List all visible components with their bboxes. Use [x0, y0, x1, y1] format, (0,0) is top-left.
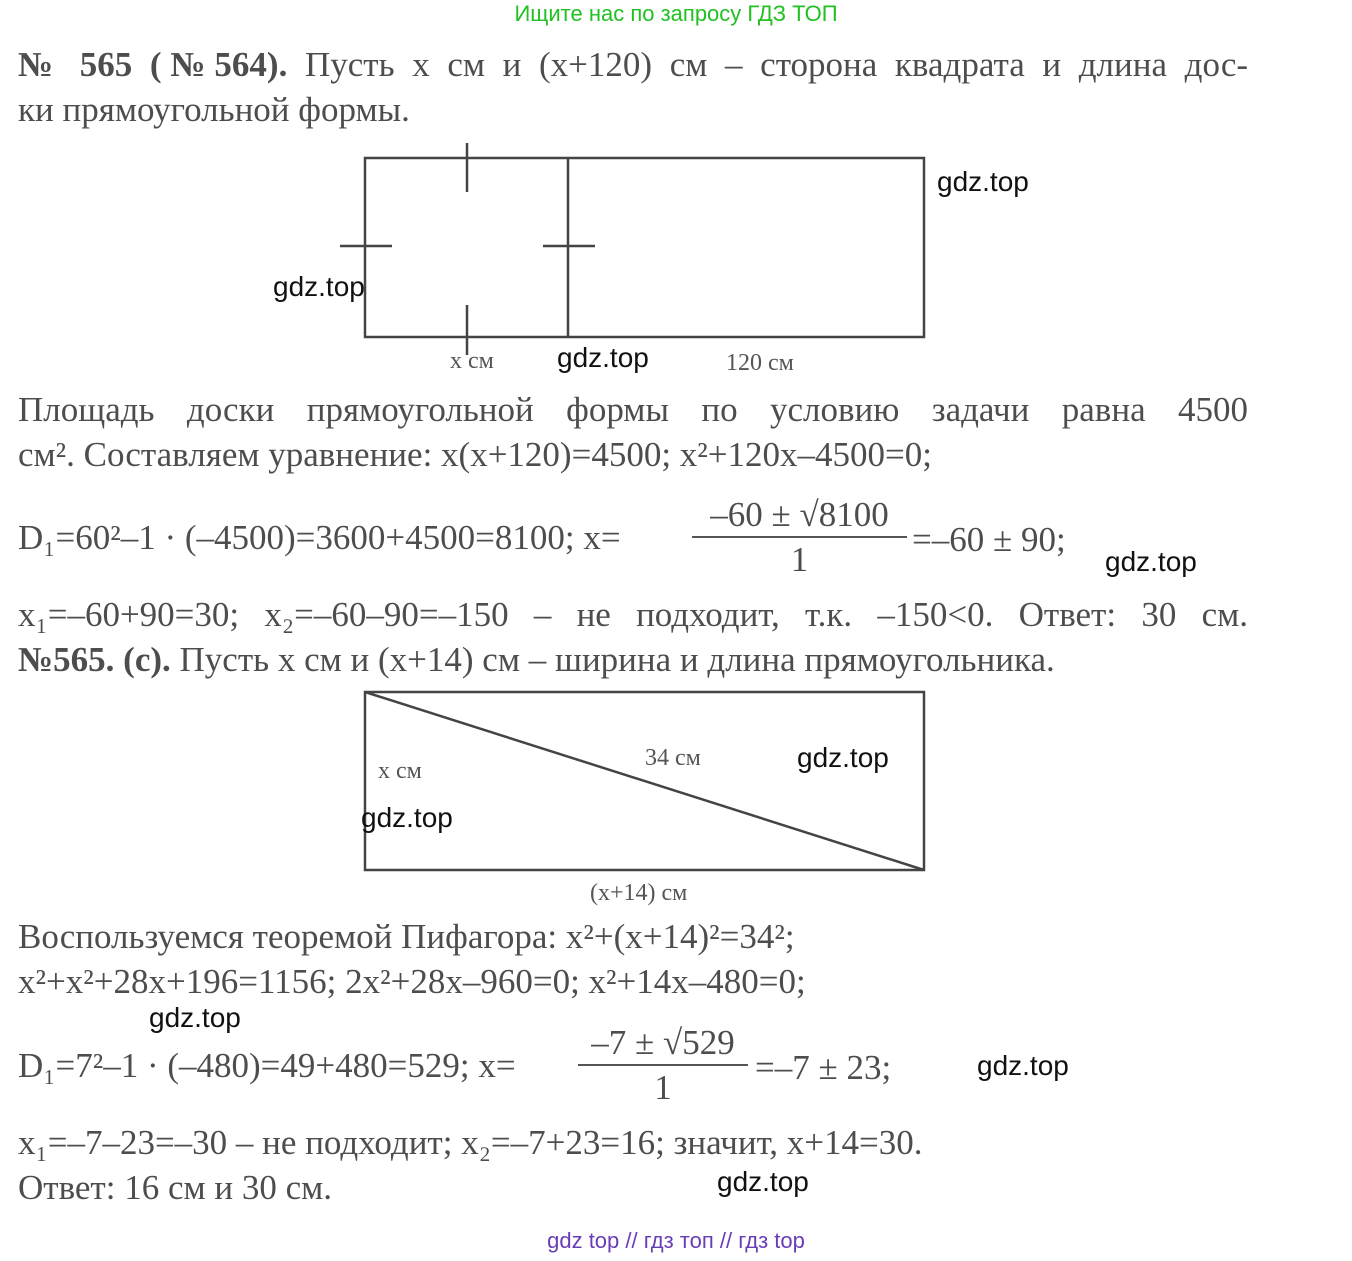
problem1-line3: Площадь доски прямоугольной формы по условию задачи равна 4500	[18, 390, 1248, 429]
watermark: gdz.top	[1105, 546, 1197, 577]
watermark: gdz.top	[361, 802, 453, 833]
watermark: gdz.top	[977, 1050, 1069, 1081]
problem2-line6: Ответ: 16 см и 30 см.	[18, 1168, 333, 1207]
watermark: gdz.top	[273, 271, 365, 302]
fraction-1	[692, 494, 907, 582]
problem2-text: Пусть x см и (x+14) см – ширина и длина прямоугольника.	[179, 640, 1055, 679]
watermark: gdz.top	[937, 166, 1029, 197]
fraction-numerator: –7 ± √529	[578, 1022, 748, 1066]
problem1-line5-end: =–60 ± 90;	[912, 520, 1066, 559]
problem1-line2: ки прямоугольной формы.	[18, 90, 410, 129]
problem2-line1	[18, 640, 1055, 680]
fraction-denominator: 1	[790, 540, 809, 579]
problem2-line4-end: =–7 ± 23;	[755, 1048, 892, 1087]
problem2-heading: №565. (с).	[18, 640, 171, 679]
label-length: 120 см	[726, 350, 794, 376]
footer-links: gdz top // гдз топ // гдз top	[547, 1228, 805, 1253]
watermark: gdz.top	[717, 1166, 809, 1197]
fraction-denominator: 1	[654, 1068, 672, 1107]
label-side: x см	[450, 348, 494, 374]
problem2-line3: x²+x²+28x+196=1156; 2x²+28x–960=0; x²+14x–480=0;	[18, 962, 806, 1001]
problem1-line6: x₁=–60+90=30; x₂=–60–90=–150 – не подходит, т.к. –150<0. Ответ: 30 см.	[18, 595, 1248, 634]
board-rectangle	[365, 158, 924, 337]
fraction-2	[578, 1022, 748, 1110]
problem1-line5: D₁=60²–1 · (–4500)=3600+4500=8100; x=	[18, 518, 621, 557]
problem1-text: Пусть x см и (x+120) см – сторона квадрата и длина дос-	[304, 45, 1249, 84]
problem1-line4: см². Составляем уравнение: x(x+120)=4500; x²+120x–4500=0;	[18, 435, 932, 474]
problem2-line4: D₁=7²–1 · (–480)=49+480=529; x=	[18, 1046, 516, 1085]
watermark: gdz.top	[797, 742, 889, 773]
problem2-line5: x₁=–7–23=–30 – не подходит; x₂=–7+23=16; значит, x+14=30.	[18, 1123, 923, 1162]
diagonal	[365, 692, 924, 870]
watermark: gdz.top	[149, 1002, 241, 1033]
search-hint-banner: Ищите нас по запросу ГДЗ ТОП	[514, 1, 838, 26]
label-length-2: (x+14) см	[590, 880, 688, 906]
watermark: gdz.top	[557, 342, 649, 373]
problem1-heading: № 565 (№564).	[18, 45, 288, 84]
problem2-line2: Воспользуемся теоремой Пифагора: x²+(x+14)²=34²;	[18, 917, 795, 956]
label-diagonal: 34 см	[645, 745, 701, 771]
fraction-numerator: –60 ± √8100	[692, 494, 907, 538]
label-width: x см	[378, 758, 422, 784]
